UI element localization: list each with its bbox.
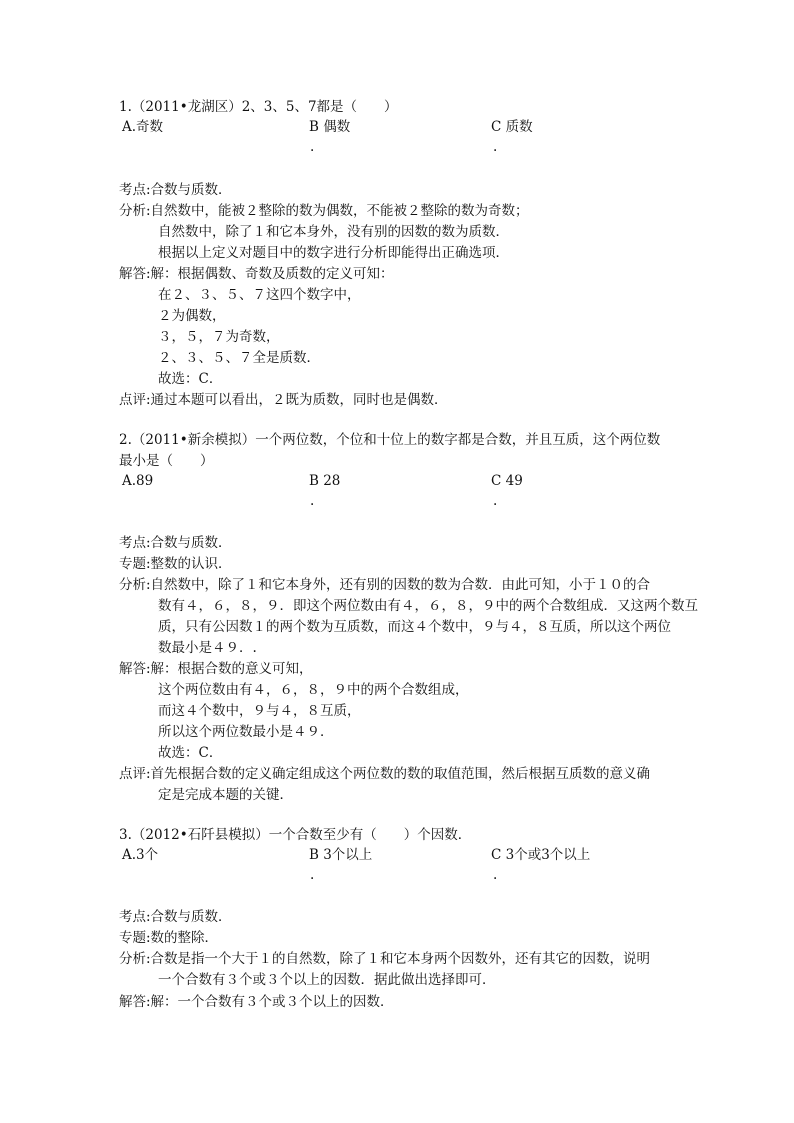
- question-2-answer-line: 这个两位数由有４，６，８，９中的两个合数组成，: [158, 682, 469, 698]
- question-2-comment: 点评:首先根据合数的定义确定组成这个两位数的数的取值范围，然后根据互质数的意义确: [119, 766, 651, 782]
- question-3-stem: 3.（2012•石阡县模拟）一个合数至少有（ ）个因数．: [119, 827, 472, 843]
- question-2-stem: 2.（2011•新余模拟）一个两位数，个位和十位上的数字都是合数，并且互质，这个两位数: [119, 432, 661, 448]
- question-2-option-c-dot: .: [493, 493, 498, 509]
- question-2-option-c: C 49: [491, 473, 523, 489]
- question-3-option-b: B 3个以上: [309, 847, 373, 863]
- question-3-kaodian: 考点:合数与质数．: [119, 909, 232, 925]
- question-2-answer-line: 解答:解：根据合数的意义可知，: [119, 661, 313, 677]
- question-2-zhuanti: 专题:整数的认识．: [119, 556, 232, 572]
- question-2-analysis-line: 分析:自然数中，除了１和它本身外，还有别的因数的数为合数．由此可知，小于１０的合: [119, 577, 651, 593]
- question-2-option-a: A.89: [122, 473, 154, 489]
- question-2-answer-line: 所以这个两位数最小是４９．: [158, 724, 334, 740]
- question-1-option-c: C 质数: [491, 119, 533, 135]
- question-2-kaodian: 考点:合数与质数．: [119, 535, 232, 551]
- question-1-answer-line: 故选：C．: [158, 371, 223, 387]
- question-1-stem: 1.（2011•龙湖区）2、3、5、7都是（ ）: [119, 99, 398, 115]
- question-3-analysis-line: 分析:合数是指一个大于１的自然数，除了１和它本身两个因数外，还有其它的因数，说明: [119, 951, 651, 967]
- question-1-answer-line: 解答:解：根据偶数、奇数及质数的定义可知：: [119, 266, 394, 282]
- question-1-option-b-dot: .: [310, 139, 315, 155]
- question-1-answer-line: 在２、３、５、７这四个数字中，: [158, 287, 361, 303]
- question-3-option-c-dot: .: [493, 867, 498, 883]
- question-1-answer-line: ２为偶数，: [158, 308, 226, 324]
- question-2-analysis-line: 质，只有公因数１的两个数为互质数，而这４个数中，９与４，８互质，所以这个两位: [158, 619, 671, 635]
- question-1-comment: 点评:通过本题可以看出，２既为质数，同时也是偶数．: [119, 392, 448, 408]
- question-3-zhuanti: 专题:数的整除．: [119, 930, 219, 946]
- question-2-answer-line: 而这４个数中，９与４，８互质，: [158, 703, 361, 719]
- question-2-stem: 最小是（ ）: [119, 453, 214, 469]
- question-1-option-a: A.奇数: [122, 119, 164, 135]
- question-2-comment: 定是完成本题的关键．: [158, 787, 293, 803]
- question-1-answer-line: ２、３、５、７全是质数．: [158, 350, 320, 366]
- question-1-analysis-line: 自然数中，除了１和它本身外，没有别的因数的数为质数．: [158, 224, 509, 240]
- question-3-option-a: A.3个: [122, 847, 159, 863]
- question-1-answer-line: ３，５，７为奇数，: [158, 329, 280, 345]
- question-3-option-c: C 3个或3个以上: [491, 847, 591, 863]
- question-2-option-b: B 28: [309, 473, 341, 489]
- question-3-analysis-line: 一个合数有３个或３个以上的因数．据此做出选择即可．: [158, 972, 496, 988]
- question-2-analysis-line: 数有４，６，８，９．即这个两位数由有４，６，８，９中的两个合数组成．又这两个数互: [158, 598, 698, 614]
- question-1-option-c-dot: .: [493, 139, 498, 155]
- question-3-option-b-dot: .: [310, 867, 315, 883]
- question-1-kaodian: 考点:合数与质数．: [119, 182, 232, 198]
- question-1-analysis-line: 根据以上定义对题目中的数字进行分析即能得出正确选项．: [158, 245, 509, 261]
- question-2-answer-line: 故选：C．: [158, 745, 223, 761]
- question-2-option-b-dot: .: [310, 493, 315, 509]
- question-1-option-b: B 偶数: [309, 119, 351, 135]
- question-3-answer-line: 解答:解：一个合数有３个或３个以上的因数．: [119, 994, 394, 1010]
- question-1-analysis-line: 分析:自然数中，能被２整除的数为偶数，不能被２整除的数为奇数；: [119, 203, 529, 219]
- question-2-analysis-line: 数最小是４９．.: [158, 640, 257, 656]
